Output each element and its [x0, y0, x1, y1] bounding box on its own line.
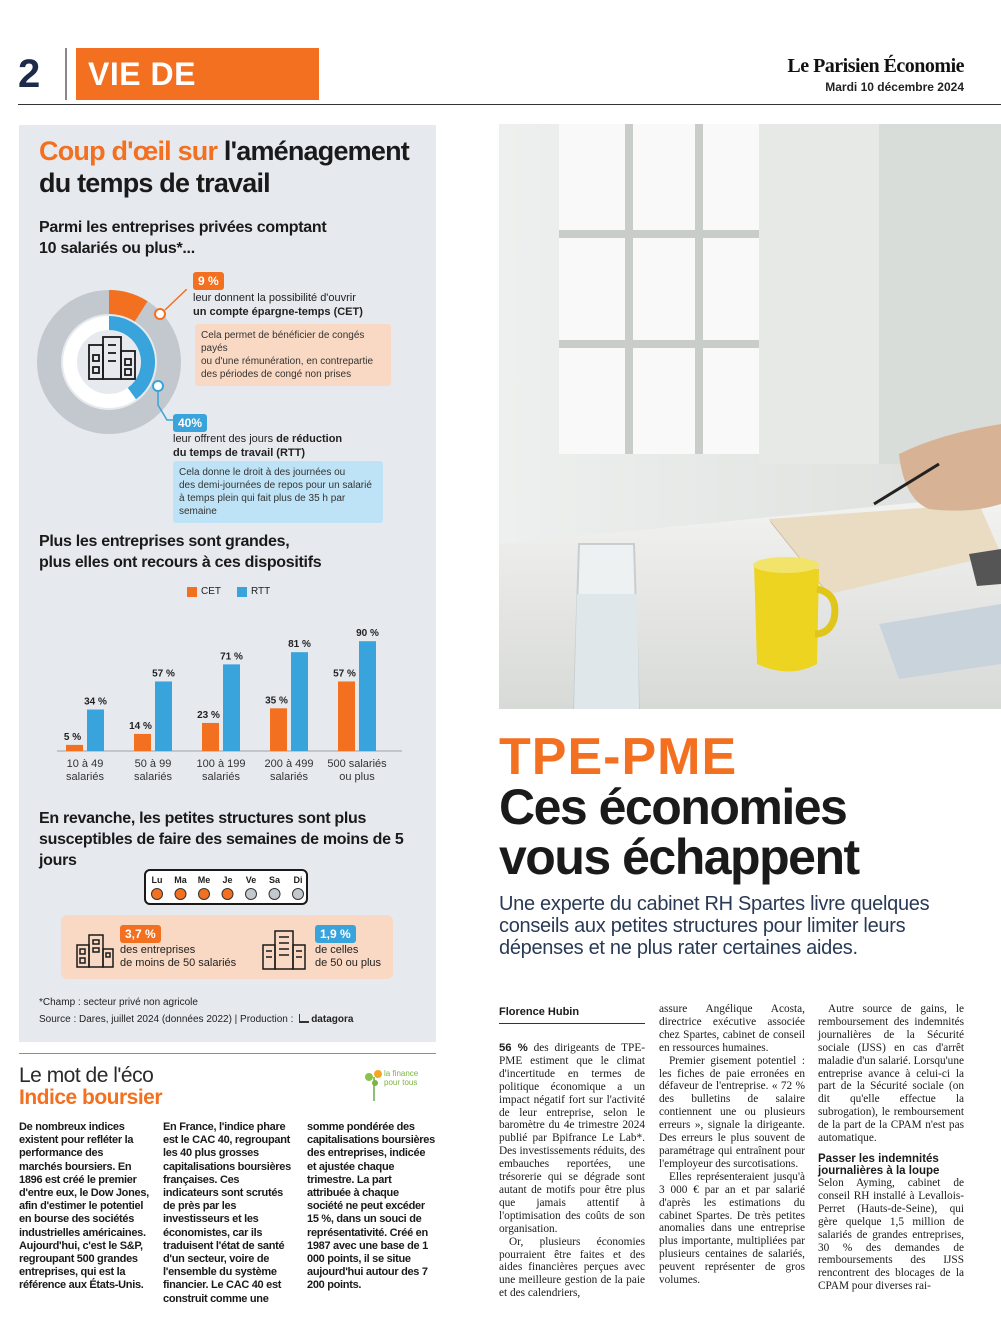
article-deck: Une experte du cabinet RH Spartes livre quelques conseils aux petites structures pour limiter leurs dépenses et ne plus rater certaines aides.	[499, 893, 930, 959]
section-label: VIE DE	[76, 48, 319, 100]
large-building-icon	[261, 929, 307, 971]
day-label: Je	[222, 875, 233, 885]
legend-rtt: RTT	[237, 586, 270, 597]
bar-rtt-3	[291, 652, 308, 751]
page-number: 2	[18, 52, 40, 96]
donut-subtitle: Parmi les entreprises privées comptant 10 salariés ou plus*...	[39, 219, 327, 257]
bar-rtt-0	[87, 710, 104, 751]
bar-label-rtt-4: 90 %	[356, 628, 379, 640]
byline-rule	[499, 1023, 645, 1024]
small-building-icon	[75, 931, 115, 969]
office-photo	[499, 124, 1001, 709]
eco-column-3: somme pondérée des capitalisations boursières des entreprises, indicée et ajustée chaque trimestre. La part attribuée à chaque société ne peut excéder 15 %, dans un souci de représentativité. Créé en 1987 avec une base de 1 000 points, il se situe aujourd'hui autour des 7 200 points.	[307, 1121, 435, 1292]
article-kicker: TPE-PME	[499, 728, 738, 786]
bar-cet-3	[270, 708, 287, 751]
day-dot	[222, 889, 233, 900]
large-companies-label: de celles de 50 ou plus	[315, 944, 382, 969]
newspaper-logo: Le Parisien Économie	[787, 55, 964, 77]
article-column-2: assure Angélique Acosta, directrice exécutive associée chez Spartes, cabinet de conseil en ressources humaines. Premier gisement potentiel : les fiches de paie erronées en défaveur de l'entreprise. « 72 % des bulletins de salaire contiennent une ou plusieurs erreurs », signale la dirigeante. Des erreurs le plus souvent de paramétrage qui entraînent pour l'employeur des surcotisations. Elles représenteraient jusqu'à 3 000 € par an et par salarié d'après les estimations du cabinet Spartes. De très petites anomalies dans une entreprise plus importante, multipliées par plusieurs centaines de salariés, peuvent représenter de gros volumes.	[659, 1003, 805, 1287]
datagora-icon	[299, 1014, 309, 1023]
weekdays-row	[146, 871, 306, 903]
bar-label-rtt-2: 71 %	[220, 651, 243, 663]
header-rule	[18, 104, 1001, 105]
bar-cet-0	[66, 745, 83, 751]
large-companies-percent: 1,9 %	[315, 925, 356, 943]
infographic	[19, 125, 436, 1042]
cet-marker	[155, 309, 165, 319]
legend-cet: CET	[187, 586, 221, 597]
source-line: Source : Dares, juillet 2024 (données 2022) | Production : datagora	[39, 1014, 354, 1025]
day-label: Sa	[268, 875, 281, 885]
weekdays-subtitle: En revanche, les petites structures sont plus susceptibles de faire des semaines de moins de 5 jours	[39, 810, 404, 869]
bar-rtt-2	[223, 664, 240, 751]
bar-cet-2	[202, 723, 219, 751]
category-label-4: 500 salariés	[327, 758, 387, 770]
bar-rtt-1	[155, 681, 172, 751]
weekdays-box	[144, 869, 308, 905]
donut-slice-cet	[109, 302, 141, 311]
category-label-4: ou plus	[339, 771, 375, 783]
rtt-description: leur offrent des jours de réduction du temps de travail (RTT)	[173, 433, 343, 459]
masthead	[787, 55, 964, 94]
bar-label-rtt-3: 81 %	[288, 639, 311, 651]
day-label: Ve	[245, 875, 257, 885]
category-label-0: 10 à 49	[66, 758, 104, 770]
issue-date: Mardi 10 décembre 2024	[825, 80, 964, 94]
infographic-title: Coup d'œil sur l'aménagement du temps de travail	[39, 136, 409, 198]
bar-label-cet-0: 5 %	[63, 731, 82, 743]
day-dot	[199, 889, 210, 900]
bar-label-cet-3: 35 %	[265, 695, 288, 707]
bar-label-rtt-0: 34 %	[84, 696, 107, 708]
category-label-1: salariés	[134, 771, 172, 783]
finance-pour-tous-logo	[362, 1067, 432, 1103]
eco-title: Le mot de l'éco	[19, 1064, 154, 1087]
day-label: Me	[197, 875, 211, 885]
intertitle: Passer les indemnités journalières à la loupe	[818, 1152, 940, 1177]
category-label-0: salariés	[66, 771, 104, 783]
weekday-stats	[61, 915, 393, 979]
cet-note: Cela permet de bénéficier de congés payés ou d'une rémunération, en contrepartie des périodes de congé non prises	[195, 324, 391, 386]
rtt-note: Cela donne le droit à des journées ou des demi-journées de repos pour un salarié à temps plein qui fait plus de 35 h par semaine	[173, 461, 383, 523]
day-dot	[293, 889, 304, 900]
bar-rtt-4	[359, 641, 376, 751]
cet-description: leur donnent la possibilité d'ouvrir un compte épargne-temps (CET)	[193, 292, 363, 318]
article-column-3: Autre source de gains, le remboursement des indemnités journalières de la Sécurité sociale (IJSS) en cas d'arrêt maladie d'un salarié. Lorsqu'une entreprise avance à celui-ci la part de la Sécurité sociale (on dit qu'elle effectue la subrogation), le remboursement de la part de la CPAM n'est pas automatique. Passer les indemnités journalières à la loupe Selon Ayming, cabinet de conseil RH installé à Levallois-Perret (Hauts-de-Seine), qui gère quelque 1,5 million de salariés de grandes entreprises, 30 % des demandes de remboursements des IJSS rencontrent des blocages de la CPAM pour diverses rai-	[818, 1003, 964, 1293]
eco-subtitle: Indice boursier	[19, 1086, 163, 1109]
category-label-1: 50 à 99	[134, 758, 172, 770]
bar-chart	[19, 595, 436, 790]
category-label-3: 200 à 499	[264, 758, 314, 770]
small-companies-percent: 3,7 %	[120, 925, 161, 943]
bar-label-cet-2: 23 %	[197, 709, 220, 721]
bar-label-cet-4: 57 %	[333, 668, 356, 680]
article-headline: Ces économies vous échappent	[499, 779, 859, 885]
category-label-3: salariés	[270, 771, 308, 783]
eco-rule	[19, 1053, 436, 1054]
cet-leader-line	[165, 289, 187, 310]
logo-text: la finance pour tous	[384, 1069, 419, 1087]
category-label-2: 100 à 199	[196, 758, 246, 770]
day-dot	[175, 889, 186, 900]
day-label: Di	[293, 875, 303, 885]
day-dot	[246, 889, 257, 900]
bar-cet-4	[338, 681, 355, 751]
eco-column-2: En France, l'indice phare est le CAC 40, regroupant les 40 plus grosses capitalisations boursières françaises. Ces indicateurs sont scrutés de près par les investisseurs et les économistes, car ils traduisent l'état de santé d'un secteur, voire de l'ensemble du système financier. Le CAC 40 est construit comme une	[163, 1121, 291, 1305]
cet-percent-badge: 9 %	[193, 272, 224, 290]
byline: Florence Hubin	[499, 1006, 580, 1018]
category-label-2: salariés	[202, 771, 240, 783]
small-companies-label: des entreprises de moins de 50 salariés	[120, 944, 237, 969]
header-divider	[65, 48, 67, 100]
bar-label-cet-1: 14 %	[129, 720, 152, 732]
bar-cet-1	[134, 734, 151, 751]
bar-label-rtt-1: 57 %	[152, 668, 175, 680]
rtt-percent-badge: 40%	[173, 414, 207, 432]
day-dot	[269, 889, 280, 900]
footnote: *Champ : secteur privé non agricole	[39, 997, 198, 1008]
day-dot	[152, 889, 163, 900]
article-column-1: 56 % des dirigeants de TPE-PME estiment que le climat d'incertitude en termes de politique économique a un impact négatif fort sur l'activité de leur entreprise, selon le baromètre du 4e trimestre 2024 publié par Bpifrance Le Lab*. Des investissements réduits, des embauches reportées, une trésorerie qui se dégrade sont autant de motifs pour être plus que jamais attentif à l'optimisation des coûts de son organisation. Or, plusieurs économies pourraient être faites et des aides financières perçues avec une meilleure gestion de la paie et des calendriers,	[499, 1042, 645, 1300]
eco-column-1: De nombreux indices existent pour refléter la performance des marchés boursiers. En 1896 est créé le premier d'entre eux, le Dow Jones, afin d'estimer le potentiel en bourse des sociétés industrielles américaines. Aujourd'hui, c'est le S&P, regroupant 500 grandes entreprises, qui est la référence aux États-Unis.	[19, 1121, 149, 1292]
building-icon	[89, 337, 135, 379]
bar-chart-subtitle: Plus les entreprises sont grandes, plus elles ont recours à ces dispositifs	[39, 533, 322, 571]
day-label: Lu	[151, 875, 163, 885]
day-label: Ma	[174, 875, 187, 885]
